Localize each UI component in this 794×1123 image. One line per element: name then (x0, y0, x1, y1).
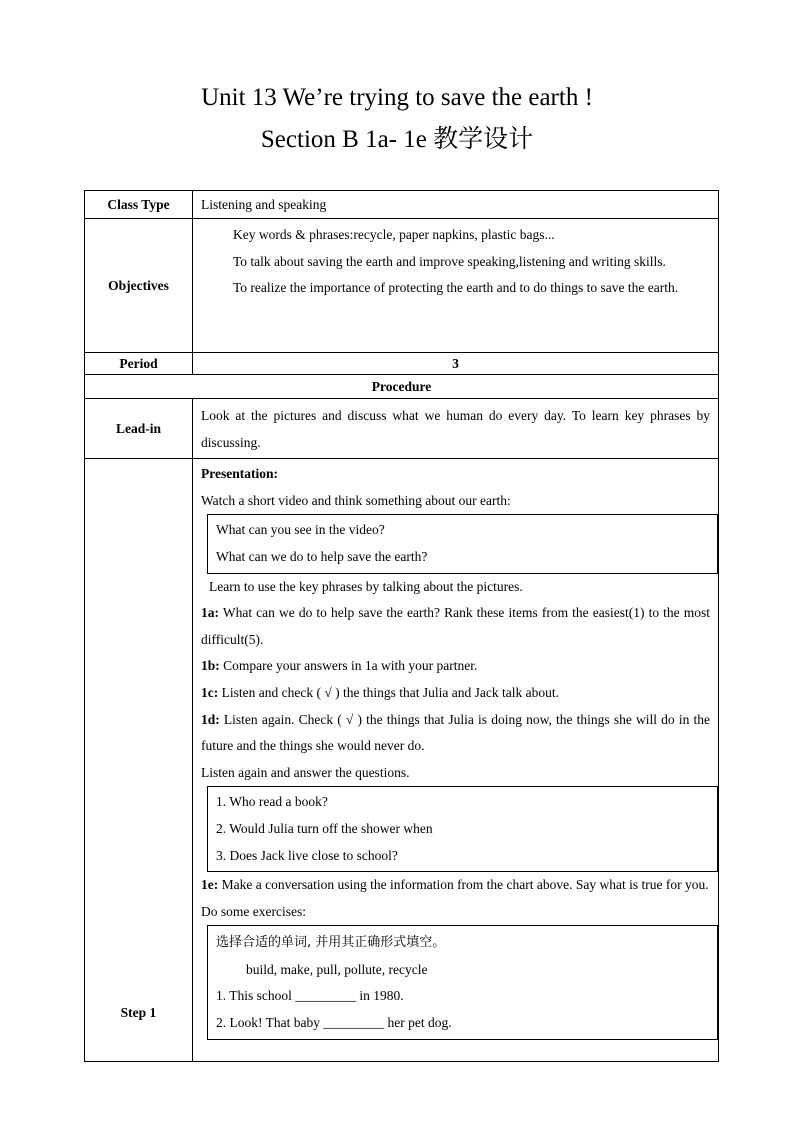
task-1d: 1d: Listen again. Check ( √ ) the things that Julia is doing now, the things she will do in the future and the things she would never do. (201, 711, 710, 754)
video-question: What can you see in the video? (216, 522, 385, 538)
exercise-box (207, 925, 718, 1039)
objectives-cell (193, 219, 719, 353)
class-type-value: Listening and speaking (201, 197, 327, 212)
task-1a: 1a: What can we do to help save the earth? Rank these items from the easiest(1) to the most difficult(5). (201, 605, 710, 647)
presentation-heading: Presentation: (201, 466, 278, 482)
step1-row (85, 459, 719, 1062)
exercise-question: 2. Look! That baby _________ her pet dog. (216, 1015, 452, 1031)
objectives-label: Objectives (85, 219, 193, 353)
video-question: What can we do to help save the earth? (216, 548, 428, 564)
exercise-word-bank: build, make, pull, pollute, recycle (246, 961, 428, 977)
video-questions-box (207, 514, 718, 573)
watch-instruction: Watch a short video and think something about our earth: (201, 492, 511, 508)
document-subtitle: Section B 1a- 1e 教学设计 (260, 126, 534, 153)
step1-cell (193, 459, 719, 1062)
listen-questions-box (207, 786, 718, 872)
lesson-plan-table (84, 190, 719, 1062)
procedure-heading: Procedure (85, 375, 719, 399)
period-row (85, 353, 719, 375)
listen-question: 1. Who read a book? (216, 794, 328, 810)
objective-item: To realize the importance of protecting the earth and to do things to save the earth. (233, 280, 679, 296)
objective-item: Key words & phrases:recycle, paper napkins, plastic bags... (233, 227, 555, 242)
class-type-row (85, 191, 719, 219)
document-title: Unit 13 We’re trying to save the earth ! (201, 84, 593, 111)
exercises-intro: Do some exercises: (201, 903, 306, 919)
task-1b: 1b: Compare your answers in 1a with your partner. (201, 658, 478, 674)
lead-in-cell (193, 399, 719, 459)
learn-instruction: Learn to use the key phrases by talking about the pictures. (209, 578, 523, 594)
period-value: 3 (193, 353, 719, 375)
step1-label: Step 1 (85, 459, 193, 1062)
lead-in-row (85, 399, 719, 459)
exercise-instruction: 选择合适的单词, 并用其正确形式填空。 (216, 935, 446, 951)
lead-in-label: Lead-in (85, 399, 193, 459)
objectives-row (85, 219, 719, 353)
objective-item: To talk about saving the earth and improve speaking,listening and writing skills. (233, 253, 666, 269)
listen-question: 3. Does Jack live close to school? (216, 847, 398, 863)
class-type-label: Class Type (85, 191, 193, 219)
lead-in-text: Look at the pictures and discuss what we human do every day. To learn key phrases by discussing. (201, 408, 710, 450)
task-1e: 1e: Make a conversation using the information from the chart above. Say what is true for you. (201, 877, 709, 893)
procedure-row (85, 375, 719, 399)
class-type-cell (193, 191, 719, 219)
listen-question: 2. Would Julia turn off the shower when (216, 820, 433, 836)
task-1c: 1c: Listen and check ( √ ) the things that Julia and Jack talk about. (201, 684, 559, 700)
listen-again-instruction: Listen again and answer the questions. (201, 764, 410, 780)
period-label: Period (85, 353, 193, 375)
exercise-question: 1. This school _________ in 1980. (216, 988, 404, 1004)
